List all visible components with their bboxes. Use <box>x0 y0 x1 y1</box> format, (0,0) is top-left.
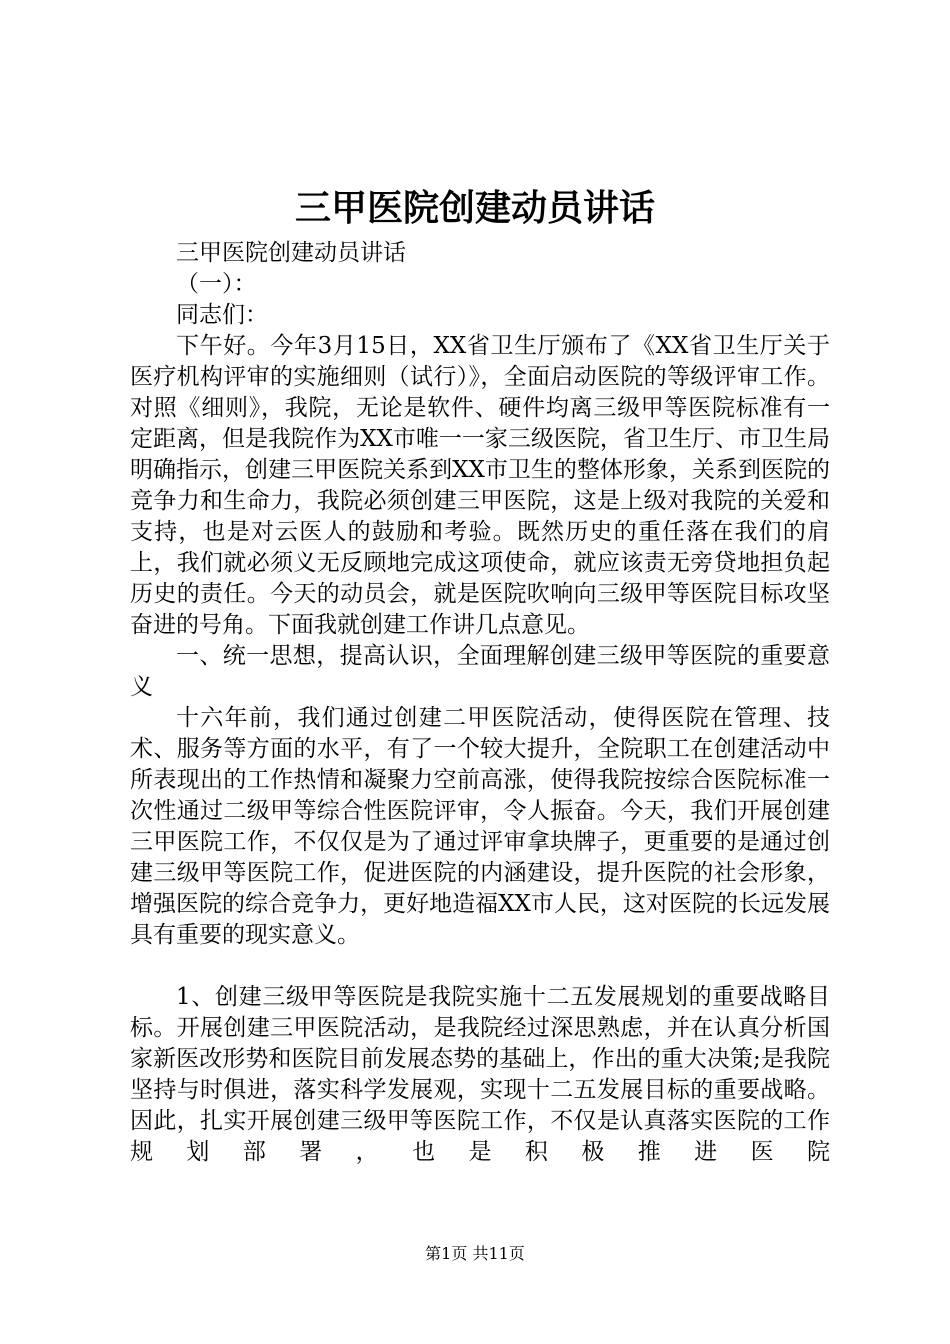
page-title: 三甲医院创建动员讲话 <box>294 187 655 229</box>
section-marker: （一）： <box>176 271 257 297</box>
paragraph-significance: 十六年前，我们通过创建二甲医院活动，使得医院在管理、技术、服务等方面的水平，有了一个较大提升，全院职工在创建活动中所表现出的工作热情和凝聚力空前高涨，使得我院按综合医院标准一次性通过二级甲等综合性医院评审，令人振奋。今天，我们开展创建三甲医院工作，不仅仅是为了通过评审拿块牌子，更重要的是通过创建三级甲等医院工作，促进医院的内涵建设，提升医院的社会形象，增强医院的综合竞争力，更好地造福XX市人民，这对医院的长远发展具有重要的现实意义。 <box>130 705 830 948</box>
page-footer: 第1页 共11页 <box>425 1244 525 1263</box>
paragraph-strategy: 1、创建三级甲等医院是我院实施十二五发展规划的重要战略目标。开展创建三甲医院活动，是我院经过深思熟虑，并在认真分析国家新医改形势和医院目前发展态势的基础上，作出的重大决策;是我院坚持与时俱进，落实科学发展观，实现十二五发展目标的重要战略。因此，扎实开展创建三级甲等医院工作，不仅是认真落实医院的工作规划部署，也是积极推进医院 <box>130 984 830 1165</box>
paragraph-opening: 下午好。今年3月15日，XX省卫生厅颁布了《XX省卫生厅关于医疗机构评审的实施细则（试行）》，全面启动医院的等级评审工作。对照《细则》，我院，无论是软件、硬件均离三级甲等医院标准有一定距离，但是我院作为XX市唯一一家三级医院，省卫生厅、市卫生局明确指示，创建三甲医院关系到XX市卫生的整体形象，关系到医院的竞争力和生命力，我院必须创建三甲医院，这是上级对我院的关爱和支持，也是对云医人的鼓励和考验。既然历史的重任落在我们的肩上，我们就必须义无反顾地完成这项使命，就应该责无旁贷地担负起历史的责任。今天的动员会，就是医院吹响向三级甲等医院目标攻坚奋进的号角。下面我就创建工作讲几点意见。 <box>130 333 830 638</box>
document-body <box>130 238 830 1168</box>
salutation: 同志们： <box>176 302 268 328</box>
section-heading-one: 一、统一思想，提高认识，全面理解创建三级甲等医院的重要意义 <box>130 643 830 700</box>
paragraph-gap <box>130 951 830 982</box>
document-subtitle: 三甲医院创建动员讲话 <box>176 240 406 266</box>
